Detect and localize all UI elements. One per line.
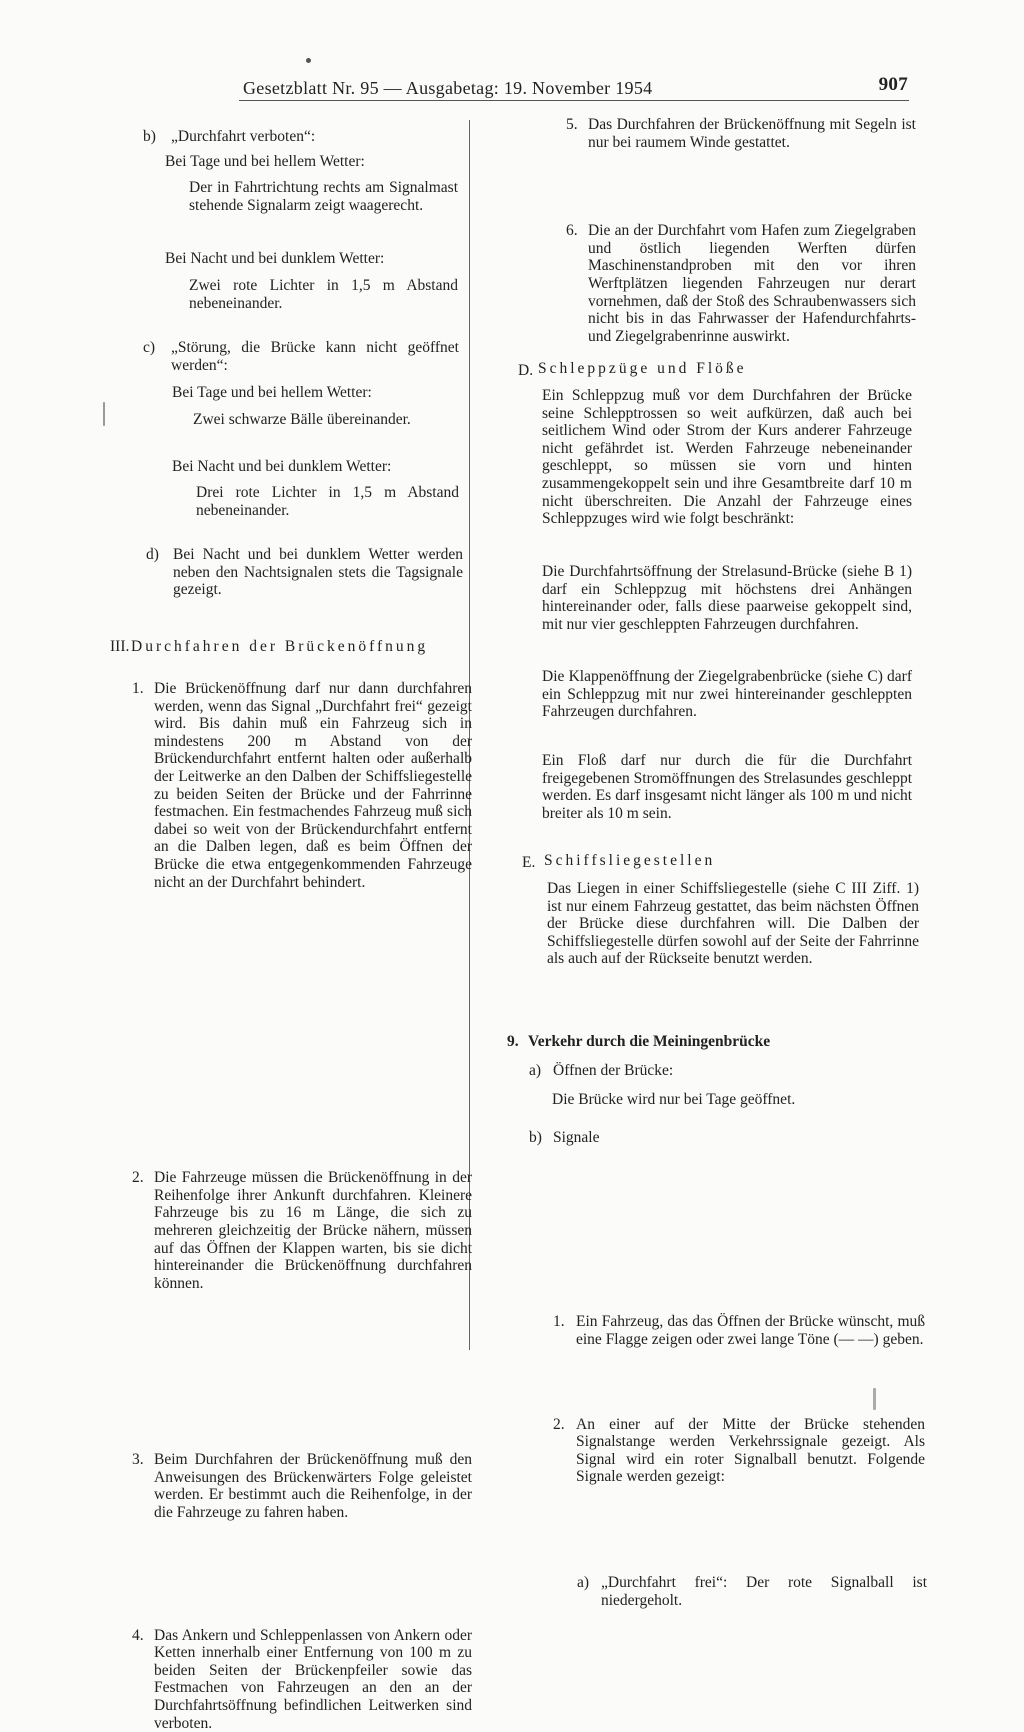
item-text: „Durchfahrt frei“: Der rote Signalball ist niedergeholt. [601,1573,927,1609]
item-number: a) [577,1573,590,1591]
item-number: 4. [132,1626,144,1644]
item-number: 6. [566,222,578,240]
item-number: 1. [132,680,144,697]
s9-b-title: Signale [553,1129,600,1146]
c-day-heading: Bei Tage und bei hellem Wetter: [172,384,372,401]
s9-b-label: b) [529,1129,542,1146]
page-number: 907 [878,74,908,95]
list-item [566,222,916,345]
c-day-text: Zwei schwarze Bälle übereinander. [193,411,411,428]
c-night-heading: Bei Nacht und bei dunklem Wetter: [172,458,392,475]
header-title: Gesetzblatt Nr. 95 — Ausgabetag: 19. November 1954 [243,78,653,98]
paragraph: Die Durchfahrtsöffnung der Strelasund-Brücke (siehe B 1) darf ein Schleppzug mit höchstens drei Anhängen hintereinander oder, falls diese paarweise gekoppelt sind, mit nur vier geschleppten Fahrzeugen durchfahren. [542,563,912,633]
paragraph: Ein Floß darf nur durch die für die Durchfahrt freigegebenen Stromöffnungen des Strelasundes geschleppt werden. Es darf insgesamt nicht länger als 100 m und nicht breiter als 10 m sein. [542,752,912,822]
section-label-iii: III. [110,638,130,655]
scan-speck [103,402,105,426]
item-text: Das Durchfahren der Brückenöffnung mit Segeln ist nur bei raumem Winde gestattet. [588,116,916,151]
item-text: Die an der Durchfahrt vom Hafen zum Ziegelgraben und östlich liegenden Werften dürfen Maschinenstandproben mit den vor ihren Werftplätzen liegenden Fahrzeugen nur derart vornehmen, daß der Stoß des Schraubenwassers sich nicht bis in das Fahrwasser der Hafendurchfahrts- und Ziegelgrabenrinne auswirkt. [588,222,916,345]
section-title-D: Schleppzüge und Flöße [538,360,747,377]
b-night-text: Zwei rote Lichter in 1,5 m Abstand nebeneinander. [189,277,458,312]
item-number: 5. [566,116,578,133]
list-item [132,1169,472,1292]
b-day-text: Der in Fahrtrichtung rechts am Signalmast stehende Signalarm zeigt waagerecht. [189,179,458,214]
scan-speck [306,58,311,63]
s9-a-title: Öffnen der Brücke: [553,1062,674,1079]
right-column [470,0,1024,1609]
item-text: Beim Durchfahren der Brückenöffnung muß den Anweisungen des Brückenwärters Folge geleistet werden. Er bestimmt auch die Reihenfolge, in der die Fahrzeuge zu fahren haben. [154,1451,472,1522]
list-item [132,1627,472,1732]
item-text: Die Brückenöffnung darf nur dann durchfahren werden, wenn das Signal „Durchfahrt frei“ gezeigt wird. Bis dahin muß ein Fahrzeug sich in mindestens 200 m Abstand von der Brückendurchfahrt entfernt halten oder außerhalb der Leitwerke an den Dalben der Schiffsliegestelle zu beiden Seiten der Brücke und der Fahrrinne festmachen. Ein festmachendes Fahrzeug muß sich dabei so weit von der Brückendurchfahrt entfernt an die Dalben legen, daß es beim Öffnen der Brücke die etwa entgegenkommenden Fahrzeuge nicht an der Durchfahrt behindert. [154,680,472,891]
paragraph: Ein Schleppzug muß vor dem Durchfahren der Brücke seine Schlepptrossen so weit aufkürzen, daß auch bei seitlichem Wind oder Strom der Kurs anderer Fahrzeuge nicht gefährdet ist. Werden Fahrzeuge nebeneinander geschleppt, so müssen sie vorn und hinten zusammengekoppelt sein und ihre Gesamtbreite darf 10 m nicht überschreiten. Die Anzahl der Fahrzeuge eines Schleppzuges wird wie folgt beschränkt: [542,387,912,528]
s9-a-label: a) [529,1062,542,1079]
list-item [566,116,916,151]
list-item [132,1451,472,1521]
item-text: Das Ankern und Schleppenlassen von Ankern oder Ketten innerhalb einer Entfernung von 100 m zu beiden Seiten der Brückenpfeiler sowie das Festmachen von Fahrzeugen an den an der Durchfahrtsöffnung befindlichen Leitwerken sind verboten. [154,1626,472,1732]
item-number: 2. [132,1169,144,1187]
item-number: 2. [553,1415,565,1433]
left-column [0,0,472,1732]
section-label-E: E. [522,854,536,871]
scan-speck [873,1388,876,1410]
section-title-b: „Durchfahrt verboten“: [171,128,316,145]
section-number-9: 9. [507,1033,519,1050]
section-text-d: Bei Nacht und bei dunklem Wetter werden neben den Nachtsignalen stets die Tagsignale gezeigt. [173,546,463,599]
list-item [577,1574,927,1609]
paragraph: Die Klappenöffnung der Ziegelgrabenbrücke (siehe C) darf ein Schleppzug mit nur zwei hintereinander geschleppten Fahrzeugen durchfahren. [542,668,912,721]
section-title-9: Verkehr durch die Meiningenbrücke [528,1033,771,1050]
section-title-c: „Störung, die Brücke kann nicht geöffnet werden“: [171,339,459,374]
section-label-d: d) [146,546,159,563]
item-number: 1. [553,1313,565,1331]
section-title-iii: Durchfahren der Brückenöffnung [131,638,429,655]
section-title-E: Schiffsliegestellen [544,852,716,869]
item-text: An einer auf der Mitte der Brücke stehenden Signalstange werden Verkehrssignale gezeigt. Als Signal wird ein roter Signalball benutzt. Folgende Signale werden gezeigt: [576,1415,925,1486]
section-label-c: c) [143,339,156,356]
b-day-heading: Bei Tage und bei hellem Wetter: [165,153,365,170]
list-item [553,1416,925,1486]
c-night-text: Drei rote Lichter in 1,5 m Abstand nebeneinander. [196,484,459,519]
section-label-b: b) [143,128,156,145]
item-text: Die Fahrzeuge müssen die Brückenöffnung in der Reihenfolge ihrer Ankunft durchfahren. Kleinere Fahrzeuge bis zu 16 m Länge, die sich zu mehreren gleichzeitig der Brücke nähern, müssen auf das Öffnen der Klappen warten, bis sie dicht hintereinander die Brückenöffnung durchfahren können. [154,1169,472,1292]
list-item [132,680,472,891]
section-text-E: Das Liegen in einer Schiffsliegestelle (siehe C III Ziff. 1) ist nur einem Fahrzeug gestattet, das beim nächsten Öffnen der Brücke diese durchfahren will. Die Dalben der Schiffsliegestelle dürfen sowohl auf der Seite der Fahrrinne als auch auf der Rückseite benutzt werden. [547,880,919,968]
list-item [553,1313,925,1348]
b-night-heading: Bei Nacht und bei dunklem Wetter: [165,250,385,267]
item-text: Ein Fahrzeug, das das Öffnen der Brücke wünscht, muß eine Flagge zeigen oder zwei lange Töne (— —) geben. [576,1313,925,1348]
s9-a-text: Die Brücke wird nur bei Tage geöffnet. [552,1091,796,1108]
section-label-D: D. [518,362,534,379]
item-number: 3. [132,1451,144,1469]
